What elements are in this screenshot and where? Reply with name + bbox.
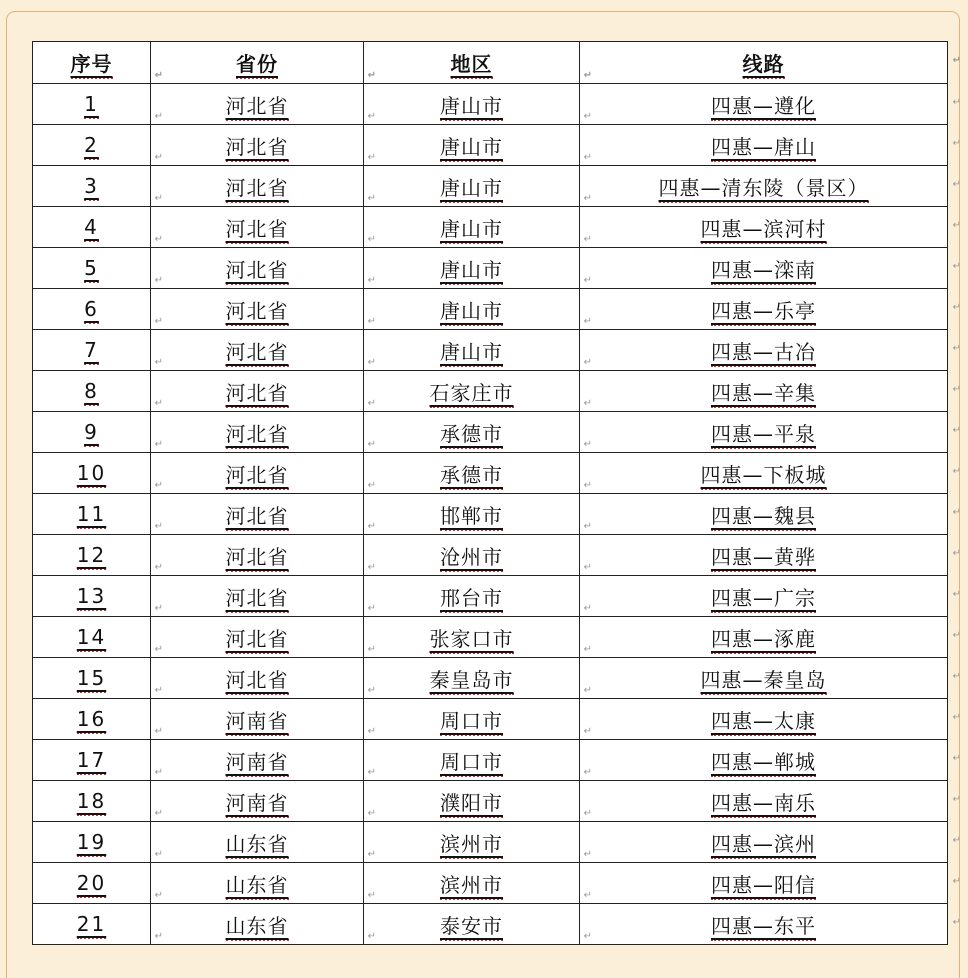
- cell-province[interactable]: [151, 535, 376, 576]
- cell-index[interactable]: [33, 699, 163, 740]
- paragraph-mark-icon: ↵: [367, 70, 376, 81]
- paragraph-mark-icon: ↵: [583, 685, 592, 696]
- header-province: 省份 ↵: [151, 42, 364, 84]
- cell-province-text: 河南省: [226, 709, 289, 736]
- cell-route-text: 四惠—滨州: [711, 832, 816, 859]
- cell-region[interactable]: [364, 576, 592, 617]
- cell-region-text: 沧州市: [440, 545, 503, 572]
- cell-index[interactable]: [33, 904, 163, 945]
- cell-region[interactable]: [364, 125, 592, 166]
- cell-index-text: 3: [84, 174, 99, 201]
- cell-route[interactable]: [580, 166, 961, 207]
- cell-route-text: 四惠—秦皇岛: [701, 668, 827, 695]
- cell-region[interactable]: [364, 330, 592, 371]
- cell-index-text: 6: [84, 297, 99, 324]
- cell-region[interactable]: [364, 84, 592, 125]
- cell-route[interactable]: [580, 863, 961, 904]
- cell-region[interactable]: [364, 412, 592, 453]
- cell-province-text: 河北省: [226, 258, 289, 285]
- paragraph-mark-icon: ↵: [367, 439, 376, 450]
- cell-index[interactable]: [33, 330, 163, 371]
- cell-index-text: 5: [84, 256, 99, 283]
- row-end-mark-icon: ↵: [952, 794, 961, 805]
- cell-index-text: 21: [77, 912, 106, 939]
- row-end-mark-icon: ↵: [952, 138, 961, 149]
- row-end-mark-icon: ↵: [952, 630, 961, 641]
- cell-index-text: 20: [77, 871, 106, 898]
- table-row: [33, 904, 948, 945]
- cell-route[interactable]: [580, 617, 961, 658]
- paragraph-mark-icon: ↵: [583, 316, 592, 327]
- cell-region-text: 张家口市: [430, 627, 514, 654]
- cell-province[interactable]: [151, 822, 376, 863]
- cell-route-text: 四惠—南乐: [711, 791, 816, 818]
- cell-index[interactable]: [33, 822, 163, 863]
- cell-index-text: 7: [84, 338, 99, 365]
- paragraph-mark-icon: ↵: [583, 767, 592, 778]
- cell-province[interactable]: [151, 166, 376, 207]
- cell-province[interactable]: [151, 699, 376, 740]
- cell-route[interactable]: [580, 330, 961, 371]
- cell-index[interactable]: [33, 166, 163, 207]
- cell-region-text: 石家庄市: [430, 381, 514, 408]
- cell-route-text: 四惠—清东陵（景区）: [659, 176, 869, 203]
- row-end-mark-icon: ↵: [952, 55, 961, 66]
- paragraph-mark-icon: ↵: [154, 562, 163, 573]
- table-row: [33, 740, 948, 781]
- cell-region[interactable]: [364, 535, 592, 576]
- cell-province-text: 河北省: [226, 545, 289, 572]
- cell-province[interactable]: [151, 904, 376, 945]
- cell-route[interactable]: [580, 781, 961, 822]
- paragraph-mark-icon: ↵: [367, 726, 376, 737]
- cell-index-text: 14: [77, 625, 106, 652]
- cell-route-text: 四惠—太康: [711, 709, 816, 736]
- row-end-mark-icon: ↵: [952, 753, 961, 764]
- paragraph-mark-icon: ↵: [154, 603, 163, 614]
- cell-region[interactable]: [364, 289, 592, 330]
- table-row: [33, 289, 948, 330]
- cell-region-text: 周口市: [440, 709, 503, 736]
- cell-region[interactable]: [364, 904, 592, 945]
- table-row: [33, 699, 948, 740]
- row-end-mark-icon: ↵: [952, 589, 961, 600]
- cell-route-text: 四惠—平泉: [711, 422, 816, 449]
- cell-route-text: 四惠—广宗: [711, 586, 816, 613]
- cell-index-text: 18: [77, 789, 106, 816]
- row-end-mark-icon: ↵: [952, 917, 961, 928]
- cell-index[interactable]: [33, 371, 163, 412]
- cell-index[interactable]: [33, 289, 163, 330]
- table-row: [33, 125, 948, 166]
- cell-province[interactable]: [151, 371, 376, 412]
- cell-region[interactable]: [364, 371, 592, 412]
- cell-region[interactable]: [364, 248, 592, 289]
- cell-province[interactable]: [151, 617, 376, 658]
- cell-province[interactable]: [151, 576, 376, 617]
- cell-index[interactable]: [33, 84, 163, 125]
- cell-index[interactable]: [33, 248, 163, 289]
- cell-index-text: 11: [77, 502, 106, 529]
- cell-province-text: 山东省: [226, 832, 289, 859]
- row-end-mark-icon: ↵: [952, 220, 961, 231]
- cell-route[interactable]: [580, 289, 961, 330]
- cell-index[interactable]: [33, 740, 163, 781]
- paragraph-mark-icon: ↵: [367, 603, 376, 614]
- table-row: [33, 658, 948, 699]
- cell-region-text: 秦皇岛市: [430, 668, 514, 695]
- paragraph-mark-icon: ↵: [583, 357, 592, 368]
- cell-region-text: 周口市: [440, 750, 503, 777]
- cell-index-text: 2: [84, 133, 99, 160]
- paragraph-mark-icon: ↵: [154, 808, 163, 819]
- cell-province[interactable]: [151, 781, 376, 822]
- cell-region-text: 唐山市: [440, 176, 503, 203]
- paragraph-mark-icon: ↵: [367, 316, 376, 327]
- cell-region-text: 邢台市: [440, 586, 503, 613]
- cell-index-text: 1: [84, 92, 99, 119]
- cell-province[interactable]: [151, 207, 376, 248]
- paragraph-mark-icon: ↵: [154, 726, 163, 737]
- paragraph-mark-icon: ↵: [154, 398, 163, 409]
- table-row: [33, 371, 948, 412]
- cell-route[interactable]: [580, 453, 961, 494]
- paragraph-mark-icon: ↵: [367, 357, 376, 368]
- cell-province-text: 河北省: [226, 586, 289, 613]
- cell-province[interactable]: [151, 289, 376, 330]
- cell-route[interactable]: [580, 248, 961, 289]
- cell-province[interactable]: [151, 740, 376, 781]
- paragraph-mark-icon: ↵: [583, 193, 592, 204]
- table-row: [33, 84, 948, 125]
- row-end-mark-icon: ↵: [952, 876, 961, 887]
- cell-route[interactable]: [580, 371, 961, 412]
- paragraph-mark-icon: ↵: [154, 849, 163, 860]
- table-row: [33, 412, 948, 453]
- paragraph-mark-icon: ↵: [583, 480, 592, 491]
- cell-province-text: 山东省: [226, 873, 289, 900]
- cell-route-text: 四惠—黄骅: [711, 545, 816, 572]
- cell-region[interactable]: [364, 494, 592, 535]
- cell-province-text: 河北省: [226, 463, 289, 490]
- cell-route[interactable]: [580, 207, 961, 248]
- cell-region-text: 唐山市: [440, 340, 503, 367]
- cell-index[interactable]: [33, 781, 163, 822]
- table-row: [33, 453, 948, 494]
- cell-province-text: 河北省: [226, 94, 289, 121]
- cell-province-text: 河北省: [226, 504, 289, 531]
- cell-province[interactable]: [151, 248, 376, 289]
- table-row: [33, 617, 948, 658]
- cell-province[interactable]: [151, 658, 376, 699]
- cell-region-text: 滨州市: [440, 832, 503, 859]
- paragraph-mark-icon: ↵: [367, 152, 376, 163]
- cell-index-text: 16: [77, 707, 106, 734]
- paragraph-mark-icon: ↵: [367, 398, 376, 409]
- table-row: [33, 535, 948, 576]
- cell-index[interactable]: [33, 453, 163, 494]
- cell-route-text: 四惠—辛集: [711, 381, 816, 408]
- row-end-mark-icon: ↵: [952, 384, 961, 395]
- cell-route-text: 四惠—阳信: [711, 873, 816, 900]
- cell-index[interactable]: [33, 658, 163, 699]
- cell-province-text: 河北省: [226, 217, 289, 244]
- cell-province[interactable]: [151, 494, 376, 535]
- paragraph-mark-icon: ↵: [154, 316, 163, 327]
- paragraph-mark-icon: ↵: [583, 931, 592, 942]
- paragraph-mark-icon: ↵: [583, 849, 592, 860]
- paragraph-mark-icon: ↵: [367, 644, 376, 655]
- cell-route[interactable]: [580, 125, 961, 166]
- cell-index[interactable]: [33, 207, 163, 248]
- cell-region[interactable]: [364, 617, 592, 658]
- paragraph-mark-icon: ↵: [154, 193, 163, 204]
- paragraph-mark-icon: ↵: [367, 767, 376, 778]
- paragraph-mark-icon: ↵: [583, 521, 592, 532]
- cell-index[interactable]: [33, 412, 163, 453]
- cell-route-text: 四惠—郸城: [711, 750, 816, 777]
- cell-province-text: 河北省: [226, 422, 289, 449]
- cell-province[interactable]: [151, 863, 376, 904]
- row-end-mark-icon: ↵: [952, 466, 961, 477]
- header-index: 序号 ↵: [33, 42, 151, 84]
- cell-route-text: 四惠—东平: [711, 914, 816, 941]
- cell-region[interactable]: [364, 207, 592, 248]
- table-row: [33, 576, 948, 617]
- table-row: [33, 863, 948, 904]
- row-end-mark-icon: ↵: [952, 425, 961, 436]
- cell-province[interactable]: [151, 453, 376, 494]
- row-end-mark-icon: ↵: [952, 302, 961, 313]
- cell-index-text: 8: [84, 379, 99, 406]
- cell-route-text: 四惠—涿鹿: [711, 627, 816, 654]
- cell-region-text: 唐山市: [440, 217, 503, 244]
- cell-route-text: 四惠—乐亭: [711, 299, 816, 326]
- cell-province-text: 河北省: [226, 135, 289, 162]
- paragraph-mark-icon: ↵: [154, 275, 163, 286]
- row-end-mark-icon: ↵: [952, 712, 961, 723]
- table-row: [33, 494, 948, 535]
- cell-route-text: 四惠—滨河村: [701, 217, 827, 244]
- cell-route[interactable]: [580, 494, 961, 535]
- cell-region[interactable]: [364, 658, 592, 699]
- cell-index-text: 10: [77, 461, 106, 488]
- cell-route[interactable]: [580, 658, 961, 699]
- paragraph-mark-icon: ↵: [154, 685, 163, 696]
- paragraph-mark-icon: ↵: [154, 767, 163, 778]
- paragraph-mark-icon: ↵: [583, 726, 592, 737]
- cell-index[interactable]: [33, 617, 163, 658]
- cell-route[interactable]: [580, 412, 961, 453]
- paragraph-mark-icon: ↵: [367, 275, 376, 286]
- cell-region[interactable]: [364, 699, 592, 740]
- cell-region[interactable]: [364, 453, 592, 494]
- cell-route-text: 四惠—唐山: [711, 135, 816, 162]
- cell-province-text: 河北省: [226, 627, 289, 654]
- row-end-mark-icon: ↵: [952, 261, 961, 272]
- cell-region-text: 濮阳市: [440, 791, 503, 818]
- cell-index-text: 12: [77, 543, 106, 570]
- paragraph-mark-icon: ↵: [367, 480, 376, 491]
- cell-region[interactable]: [364, 166, 592, 207]
- cell-province-text: 河北省: [226, 381, 289, 408]
- cell-route[interactable]: [580, 699, 961, 740]
- cell-province-text: 河北省: [226, 299, 289, 326]
- cell-province-text: 山东省: [226, 914, 289, 941]
- cell-province[interactable]: [151, 84, 376, 125]
- cell-region-text: 唐山市: [440, 135, 503, 162]
- cell-index-text: 19: [77, 830, 106, 857]
- paragraph-mark-icon: ↵: [154, 70, 163, 81]
- cell-route[interactable]: [580, 740, 961, 781]
- cell-region-text: 承德市: [440, 463, 503, 490]
- cell-route-text: 四惠—下板城: [701, 463, 827, 490]
- table-row: [33, 166, 948, 207]
- cell-route-text: 四惠—魏县: [711, 504, 816, 531]
- cell-region-text: 唐山市: [440, 258, 503, 285]
- cell-province-text: 河北省: [226, 176, 289, 203]
- cell-province-text: 河北省: [226, 668, 289, 695]
- cell-region-text: 泰安市: [440, 914, 503, 941]
- cell-province-text: 河南省: [226, 750, 289, 777]
- cell-index-text: 15: [77, 666, 106, 693]
- header-region: 地区 ↵: [364, 42, 580, 84]
- row-end-mark-icon: ↵: [952, 179, 961, 190]
- route-table: [32, 41, 961, 945]
- header-route: 线路 ↵: [580, 42, 948, 84]
- row-end-mark-icon: ↵: [952, 97, 961, 108]
- cell-route-text: 四惠—滦南: [711, 258, 816, 285]
- table-row: [33, 248, 948, 289]
- cell-route-text: 四惠—古冶: [711, 340, 816, 367]
- cell-region[interactable]: [364, 781, 592, 822]
- cell-province[interactable]: [151, 412, 376, 453]
- paragraph-mark-icon: ↵: [154, 152, 163, 163]
- cell-route-text: 四惠—遵化: [711, 94, 816, 121]
- row-end-mark-icon: ↵: [952, 835, 961, 846]
- table-row: [33, 330, 948, 371]
- cell-route[interactable]: [580, 576, 961, 617]
- cell-index[interactable]: [33, 863, 163, 904]
- cell-region-text: 唐山市: [440, 94, 503, 121]
- cell-region[interactable]: [364, 822, 592, 863]
- paragraph-mark-icon: ↵: [367, 931, 376, 942]
- cell-index[interactable]: [33, 125, 163, 166]
- cell-region-text: 唐山市: [440, 299, 503, 326]
- paragraph-mark-icon: ↵: [154, 890, 163, 901]
- paragraph-mark-icon: ↵: [583, 603, 592, 614]
- row-end-mark-icon: ↵: [952, 507, 961, 518]
- paragraph-mark-icon: ↵: [154, 439, 163, 450]
- paragraph-mark-icon: ↵: [583, 234, 592, 245]
- cell-index-text: 9: [84, 420, 99, 447]
- paragraph-mark-icon: ↵: [154, 111, 163, 122]
- cell-index[interactable]: [33, 535, 163, 576]
- table-row: [33, 781, 948, 822]
- paragraph-mark-icon: ↵: [583, 70, 592, 81]
- cell-region[interactable]: [364, 740, 592, 781]
- paragraph-mark-icon: ↵: [583, 808, 592, 819]
- paragraph-mark-icon: ↵: [583, 398, 592, 409]
- paragraph-mark-icon: ↵: [154, 480, 163, 491]
- cell-province-text: 河北省: [226, 340, 289, 367]
- paragraph-mark-icon: ↵: [583, 275, 592, 286]
- paragraph-mark-icon: ↵: [583, 562, 592, 573]
- paragraph-mark-icon: ↵: [367, 521, 376, 532]
- table-row: [33, 207, 948, 248]
- cell-route[interactable]: [580, 535, 961, 576]
- cell-route[interactable]: [580, 84, 961, 125]
- paragraph-mark-icon: ↵: [583, 111, 592, 122]
- paragraph-mark-icon: ↵: [367, 111, 376, 122]
- paragraph-mark-icon: ↵: [583, 644, 592, 655]
- paragraph-mark-icon: ↵: [367, 685, 376, 696]
- paragraph-mark-icon: ↵: [367, 193, 376, 204]
- table-row: [33, 822, 948, 863]
- cell-province-text: 河南省: [226, 791, 289, 818]
- paragraph-mark-icon: ↵: [583, 890, 592, 901]
- paragraph-mark-icon: ↵: [154, 644, 163, 655]
- cell-index[interactable]: [33, 494, 163, 535]
- table-header-row: [33, 42, 948, 84]
- paragraph-mark-icon: ↵: [367, 808, 376, 819]
- cell-region-text: 滨州市: [440, 873, 503, 900]
- paragraph-mark-icon: ↵: [154, 931, 163, 942]
- cell-index[interactable]: [33, 576, 163, 617]
- paragraph-mark-icon: ↵: [583, 152, 592, 163]
- paragraph-mark-icon: ↵: [583, 439, 592, 450]
- cell-index-text: 17: [77, 748, 106, 775]
- paragraph-mark-icon: ↵: [367, 849, 376, 860]
- row-end-mark-icon: ↵: [952, 548, 961, 559]
- paragraph-mark-icon: ↵: [154, 521, 163, 532]
- paragraph-mark-icon: ↵: [154, 357, 163, 368]
- row-end-mark-icon: ↵: [952, 343, 961, 354]
- paragraph-mark-icon: ↵: [367, 234, 376, 245]
- cell-province[interactable]: [151, 125, 376, 166]
- table-body: [33, 84, 961, 945]
- row-end-mark-icon: ↵: [952, 671, 961, 682]
- cell-index-text: 4: [84, 215, 99, 242]
- paragraph-mark-icon: ↵: [367, 890, 376, 901]
- cell-route[interactable]: [580, 822, 961, 863]
- cell-region[interactable]: [364, 863, 592, 904]
- cell-region-text: 邯郸市: [440, 504, 503, 531]
- cell-province[interactable]: [151, 330, 376, 371]
- cell-index-text: 13: [77, 584, 106, 611]
- cell-route[interactable]: [580, 904, 961, 945]
- paragraph-mark-icon: ↵: [154, 234, 163, 245]
- cell-region-text: 承德市: [440, 422, 503, 449]
- paragraph-mark-icon: ↵: [367, 562, 376, 573]
